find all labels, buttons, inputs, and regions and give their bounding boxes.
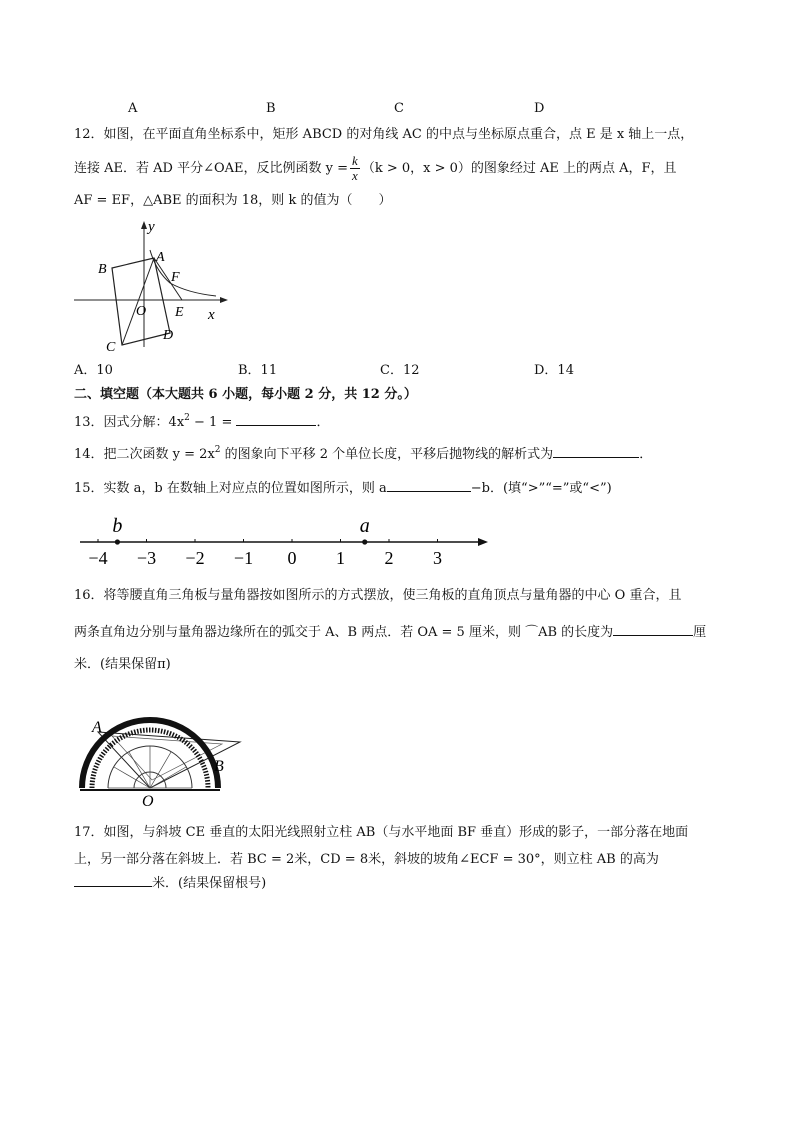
q12-label-f: F: [171, 270, 180, 285]
number-line-arrow: [478, 538, 488, 546]
q15-answer-blank[interactable]: [387, 479, 471, 492]
prev-option-a: A: [128, 101, 138, 116]
q15-pre: 15．实数 a，b 在数轴上对应点的位置如图所示，则 a: [74, 481, 387, 496]
q12-option-a: A．10: [74, 363, 113, 378]
q16-label-b: B: [214, 758, 224, 775]
q12-option-d: D．14: [534, 363, 574, 378]
q12-line2-post: （k > 0，x > 0）的图象经过 AE 上的两点 A，F，且: [361, 161, 677, 176]
q12-line2: [74, 154, 677, 183]
prev-option-b: B: [266, 101, 276, 116]
q16-line2-post: 厘: [693, 625, 707, 640]
q17-line3: [74, 874, 266, 893]
section-2-heading: 二、填空题（本大题共 6 小题，每小题 2 分，共 12 分。）: [74, 387, 417, 402]
tick-label: −2: [185, 548, 205, 568]
q13-answer-blank[interactable]: [236, 413, 316, 426]
q15-number-line: [74, 512, 494, 572]
tick-label: 0: [287, 548, 297, 568]
q13-end: ．: [316, 415, 330, 430]
tick-label: 2: [384, 548, 394, 568]
q14-line: [74, 445, 652, 464]
q17-line3-post: 米．(结果保留根号): [152, 876, 267, 891]
q12-label-a: A: [156, 250, 165, 265]
point-a-dot: [362, 539, 367, 544]
q12-line2-pre: 连接 AE．若 AD 平分∠OAE，反比例函数 y =: [74, 161, 349, 176]
tick-label: −4: [88, 548, 108, 568]
point-b-label: b: [112, 515, 123, 537]
q12-label-o: O: [136, 304, 147, 319]
q12-frac-num: k: [352, 153, 358, 168]
number-line-ticks: [88, 539, 442, 568]
tick-label: −1: [233, 548, 254, 568]
tick-label: 3: [433, 548, 442, 568]
q12-label-x: x: [208, 307, 215, 323]
q17-line2: 上，另一部分落在斜坡上．若 BC = 2米，CD = 8米，斜坡的坡角∠ECF = 30°，则立柱 AB 的高为: [74, 852, 659, 867]
q14-post: 的图象向下平移 2 个单位长度，平移后抛物线的解析式为: [220, 447, 554, 462]
protractor-rays: [108, 746, 192, 788]
point-a-label: a: [359, 515, 370, 537]
q16-label-a: A: [92, 719, 102, 736]
q14-sup: 2: [214, 445, 221, 455]
set-square-inner: [112, 736, 222, 780]
q12-rectangle: [112, 258, 170, 345]
q12-label-b: B: [98, 262, 107, 277]
tick-label: −3: [136, 548, 157, 568]
q17-line1: 17．如图，与斜坡 CE 垂直的太阳光线照射立柱 AB（与水平地面 BF 垂直）形成的影子，一部分落在地面: [74, 825, 689, 840]
q16-line1: 16．将等腰直角三角板与量角器按如图所示的方式摆放，使三角板的直角顶点与量角器的中心 O 重合，且: [74, 588, 682, 603]
q16-answer-blank[interactable]: [613, 623, 693, 636]
q16-line2-pre: 两条直角边分别与量角器边缘所在的弧交于 A、B 两点．若 OA = 5 厘米，则 ⌒AB 的长度为: [74, 625, 614, 640]
q12-fraction: [350, 154, 360, 183]
q12-line3: AF = EF，△ABE 的面积为 18，则 k 的值为（ ）: [74, 193, 392, 208]
q14-pre: 14．把二次函数 y = 2x: [74, 447, 215, 462]
q15-post: −b．(填“>”“=”或“<”): [470, 481, 612, 496]
q14-end: ．: [639, 447, 653, 462]
q12-label-d: D: [163, 328, 174, 343]
tick-label: 1: [336, 548, 345, 568]
q17-answer-blank[interactable]: [74, 874, 152, 887]
q13-pre: 13．因式分解：4x: [74, 415, 185, 430]
q16-figure: [78, 690, 248, 812]
q12-option-b: B．11: [238, 363, 278, 378]
q16-line3: 米．(结果保留π): [74, 657, 171, 672]
q12-frac-den: x: [352, 168, 358, 183]
prev-option-c: C: [394, 101, 404, 116]
prev-option-d: D: [534, 101, 545, 116]
q12-option-c: C．12: [380, 363, 420, 378]
q12-label-e: E: [175, 305, 184, 320]
q12-line1: 12．如图，在平面直角坐标系中，矩形 ABCD 的对角线 AC 的中点与坐标原点重合，点 E 是 x 轴上一点，: [74, 127, 694, 142]
q16-line2: [74, 623, 706, 642]
point-b-dot: [115, 539, 120, 544]
q12-figure: [70, 215, 230, 355]
q12-x-arrow: [220, 297, 228, 303]
q12-diagonal-ac: [122, 258, 154, 345]
q12-y-arrow: [141, 221, 147, 229]
q12-label-c: C: [106, 340, 116, 355]
q15-line: [74, 479, 612, 498]
q13-post: − 1 =: [189, 415, 233, 430]
q13-line: [74, 413, 330, 432]
q13-sup: 2: [184, 413, 190, 423]
q16-label-o: O: [142, 793, 154, 810]
q12-label-y: y: [148, 219, 155, 235]
q14-answer-blank[interactable]: [553, 445, 639, 458]
